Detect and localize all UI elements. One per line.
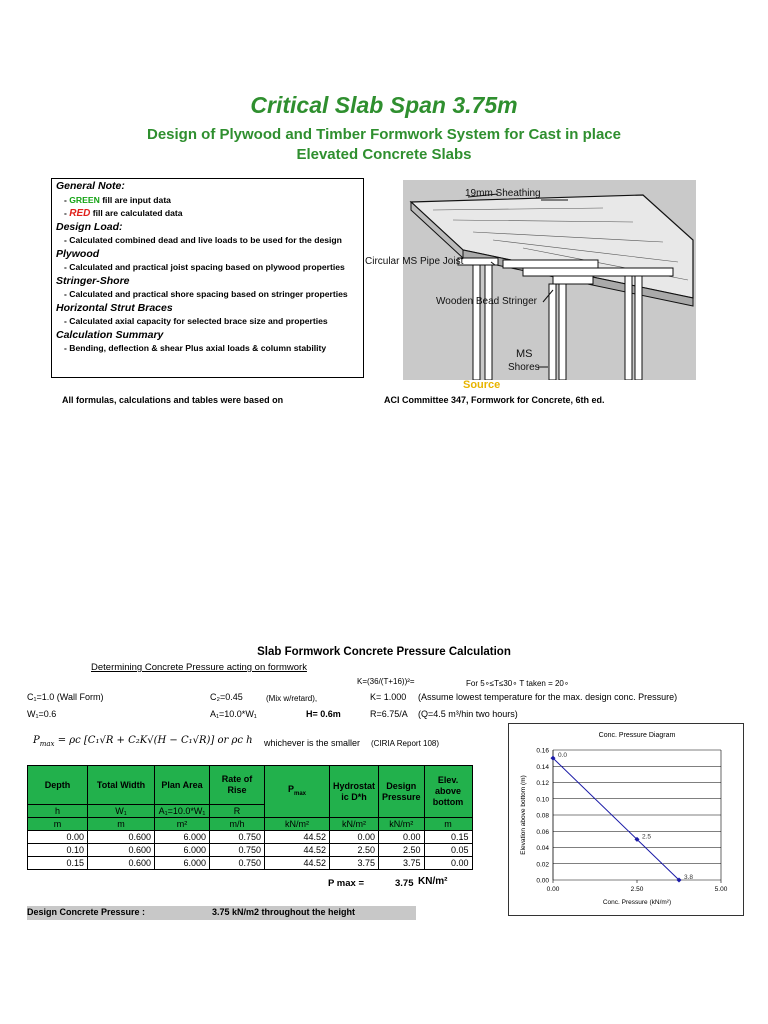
unit-cell: kN/m² [265,818,330,831]
design-pressure-label: Design Concrete Pressure : [27,907,146,917]
cell: 44.52 [265,831,330,844]
plywood-heading: Plywood [56,247,100,260]
calc-subtitle: Determining Concrete Pressure acting on formwork [91,662,307,673]
a1-value: A₁=10.0*W₁ [210,709,257,719]
k-formula: K=(36/(T+16))²= [357,677,415,686]
cell: 0.00 [28,831,88,844]
calc-title: Slab Formwork Concrete Pressure Calculation [257,646,511,658]
joist-label: Circular MS Pipe Joist [365,256,464,267]
unit-cell: m² [155,818,210,831]
calc-summary-heading: Calculation Summary [56,328,164,341]
pressure-table [27,765,473,870]
k-note: (Assume lowest temperature for the max. design conc. Pressure) [418,692,678,702]
unit-cell: kN/m² [379,818,425,831]
y-tick-label: 0.12 [536,780,549,787]
formwork-sketch [365,180,696,380]
source-label: Source [463,379,501,391]
stringer-shore-line: - Calculated and practical shore spacing based on stringer properties [64,289,348,299]
design-pressure-value: 3.75 kN/m2 throughout the height [212,907,356,917]
pressure-chart-svg [509,724,743,915]
y-tick-label: 0.00 [536,877,549,885]
cell: 2.50 [330,844,379,857]
ms-label: MS [516,348,533,360]
r-value: R=6.75/A [370,709,408,719]
strut-braces-line: - Calculated axial capacity for selected brace size and properties [64,316,328,326]
k-value: K= 1.000 [370,692,407,702]
unit-cell: m/h [210,818,265,831]
y-tick-label: 0.02 [536,861,549,869]
header-hydrostatic: Hydrostat ic D*h [330,766,379,818]
design-load-heading: Design Load: [56,220,123,233]
header-elevation: Elev. above bottom [424,766,472,818]
formula-sub: max [39,740,55,748]
cell: 0.750 [210,844,265,857]
plywood-line: - Calculated and practical joist spacing based on plywood properties [64,262,345,272]
cell: 0.15 [424,831,472,844]
c2-note: (Mix w/retard), [266,694,318,703]
formula-rhs: = ρc [C₁√R + C₂K√(H − C₁√R)] or ρc h [57,735,253,746]
header-design-pressure: Design Pressure [379,766,425,818]
temperature-range: For 5∘≤T≤30∘ T taken = 20∘ [466,679,569,688]
subtitle-line-1: Design of Plywood and Timber Formwork System for Cast in place [147,126,621,143]
sheathing-label: 19mm Sheathing [465,188,541,199]
y-tick-label: 0.14 [536,763,549,771]
y-tick-label: 0.16 [536,747,549,755]
y-tick-label: 0.06 [536,828,549,836]
pmax-label: P max = [328,878,365,889]
data-label: 0.0 [558,752,568,760]
green-note-text: fill are input data [99,194,171,205]
general-note-box [51,178,364,378]
header-total-width: Total Width [88,766,155,805]
table-header-row [28,766,473,805]
y-axis-label: Elevation above bottom (m) [520,775,527,855]
design-pressure-bar [27,906,416,920]
unit-cell: kN/m² [330,818,379,831]
pressure-chart [508,723,744,916]
table-row [28,844,473,857]
pmax-formula [33,735,253,748]
cell: 0.15 [28,857,88,870]
general-note-heading: General Note: [56,180,125,192]
pmax-unit: KN/m² [418,876,448,887]
symbol-cell: A₁=10.0*W₁ [155,805,210,818]
shores-label: Shores [508,362,540,373]
table-row [28,831,473,844]
h-value: H= 0.6m [306,709,341,719]
basis-reference: ACI Committee 347, Formwork for Concrete, 6th ed. [384,395,605,405]
header-depth: Depth [28,766,88,805]
table-row [28,857,473,870]
cell: 6.000 [155,844,210,857]
x-tick-label: 0.00 [546,886,560,893]
whichever-note: whichever is the smaller [264,738,361,748]
header-pmax-p: P [287,783,294,794]
header-rate-of-rise: Rate of Rise [210,766,265,805]
formula-lhs: P [33,735,40,746]
x-axis-label: Conc. Pressure (kN/m²) [602,899,672,906]
cell: 3.75 [379,857,425,870]
cell: 0.00 [379,831,425,844]
header-pmax [265,766,330,818]
cell: 6.000 [155,831,210,844]
cell: 44.52 [265,857,330,870]
cell: 2.50 [379,844,425,857]
cell: 44.52 [265,844,330,857]
page-title: Critical Slab Span 3.75m [250,92,518,118]
unit-cell: m [424,818,472,831]
header-pmax-sub: max [294,790,307,797]
x-tick-label: 2.50 [630,886,644,893]
w1-value: W₁=0.6 [27,709,57,719]
y-tick-label: 0.08 [536,812,549,820]
q-value: (Q=4.5 m³/hin two hours) [418,709,518,719]
pressure-series-line [553,758,679,880]
cell: 0.00 [424,857,472,870]
pmax-value: 3.75 [395,878,414,889]
strut-braces-heading: Horizontal Strut Braces [56,301,173,314]
cell: 3.75 [330,857,379,870]
x-tick-label: 5.00 [714,886,728,893]
c1-value: C₁=1.0 (Wall Form) [27,692,104,702]
red-note-text: fill are calculated data [90,208,183,218]
calc-summary-line: - Bending, deflection & shear Plus axial loads & column stability [64,343,327,353]
cell: 0.600 [88,857,155,870]
cell: 0.600 [88,831,155,844]
y-tick-label: 0.04 [536,845,549,852]
stringer-label: Wooden Bead Stringer [436,296,537,307]
symbol-cell: h [28,805,88,818]
cell: 0.750 [210,857,265,870]
chart-title: Conc. Pressure Diagram [598,732,676,739]
cell: 6.000 [155,857,210,870]
table-unit-row [28,818,473,831]
symbol-cell: R [210,805,265,818]
cell: 0.05 [424,844,472,857]
unit-cell: m [28,818,88,831]
data-label: 2.5 [642,833,652,841]
green-word: GREEN [69,194,100,205]
subtitle-line-2: Elevated Concrete Slabs [296,146,472,163]
y-tick-label: 0.10 [536,796,549,804]
basis-statement: All formulas, calculations and tables were based on [62,395,284,405]
red-note-line: - RED fill are calculated data [64,208,183,219]
cell: 0.600 [88,844,155,857]
unit-cell: m [88,818,155,831]
cell: 0.750 [210,831,265,844]
green-note-line: - GREEN fill are input data [64,194,171,205]
cell: 0.10 [28,844,88,857]
c2-value: C₂=0.45 [210,692,243,702]
ciria-note: (CIRIA Report 108) [371,739,440,748]
cell: 0.00 [330,831,379,844]
stringer-shore-heading: Stringer-Shore [56,274,130,287]
data-label: 3.8 [684,874,694,881]
symbol-cell: W₁ [88,805,155,818]
red-word: RED [69,208,91,219]
formwork-sketch-drawing [403,180,696,380]
header-plan-area: Plan Area [155,766,210,805]
design-load-line: - Calculated combined dead and live loads to be used for the design [64,235,342,245]
